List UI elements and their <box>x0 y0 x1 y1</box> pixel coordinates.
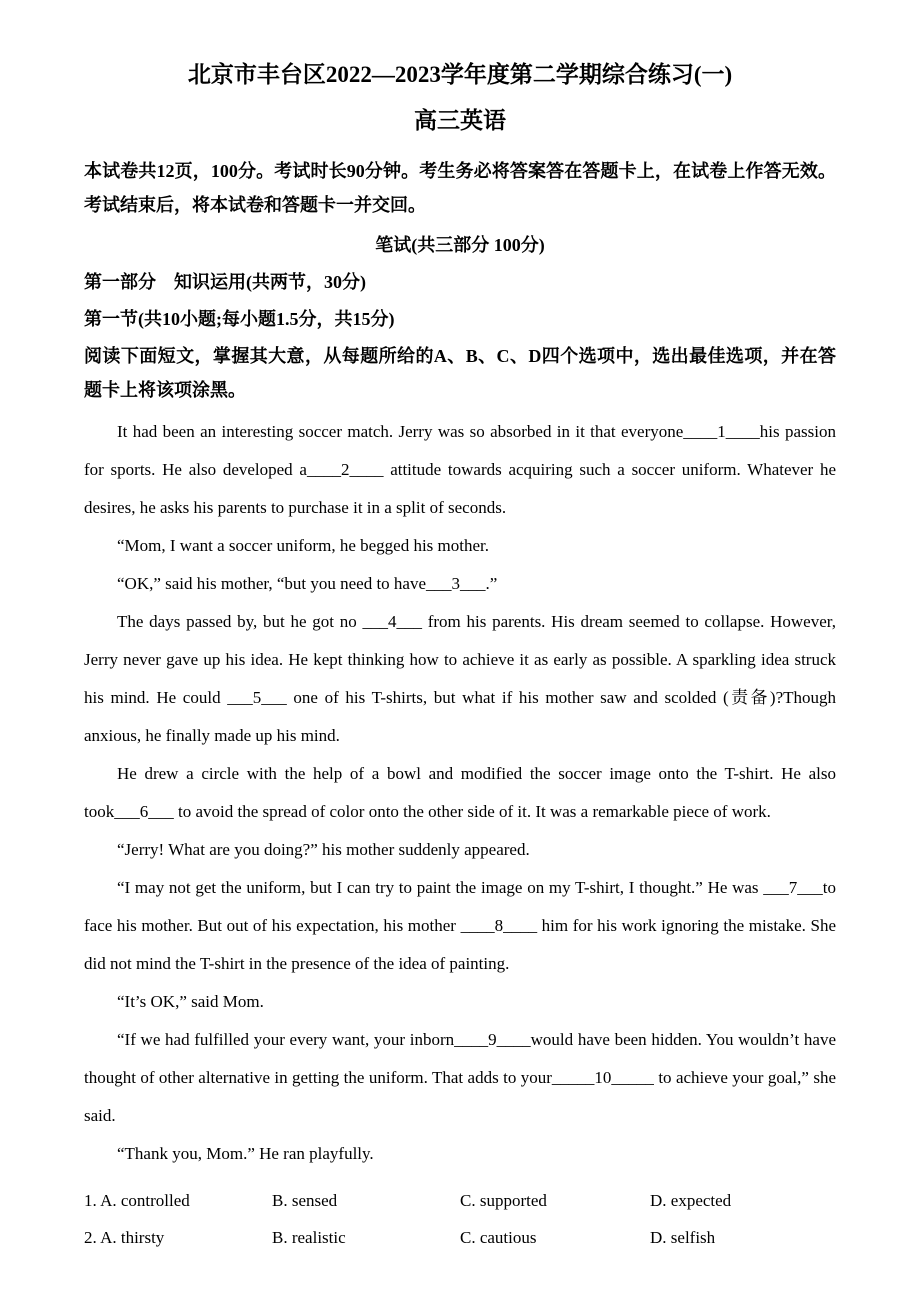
passage-paragraph: The days passed by, but he got no ___4___ from his parents. His dream seemed to collapse. However, Jerry never gave up his idea. He kept thinking how to achieve it as early as possible. A sparkling idea struck his mind. He could ___5___ one of his T-shirts, but what if his mother saw and scolded (责备)?Though anxious, he finally made up his mind. <box>84 612 836 745</box>
question-1-option-c: C. supported <box>460 1191 547 1210</box>
question-row <box>84 1219 836 1256</box>
question-row <box>84 1182 836 1219</box>
option-a: A. controlled <box>100 1191 190 1210</box>
paper-title: 北京市丰台区2022—2023学年度第二学期综合练习(一) <box>187 62 733 87</box>
cloze-instructions: 阅读下面短文，掌握其大意，从每题所给的A、B、C、D四个选项中，选出最佳选项，并在答题卡上将该项涂黑。 <box>84 346 836 400</box>
question-2-option-b: B. realistic <box>272 1228 346 1247</box>
question-1-option-a <box>84 1182 272 1219</box>
written-test-header: 笔试(共三部分 100分) <box>375 235 545 255</box>
passage-paragraph: “Jerry! What are you doing?” his mother suddenly appeared. <box>117 840 530 859</box>
question-1-option-b: B. sensed <box>272 1191 338 1210</box>
passage-paragraph: “Mom, I want a soccer uniform, he begged his mother. <box>117 536 490 555</box>
section1-header: 第一节(共10小题;每小题1.5分，共15分) <box>84 309 395 329</box>
exam-notice: 本试卷共12页，100分。考试时长90分钟。考生务必将答案答在答题卡上，在试卷上作答无效。考试结束后，将本试卷和答题卡一并交回。 <box>84 161 836 215</box>
option-a: A. thirsty <box>100 1228 165 1247</box>
passage-paragraph: “I may not get the uniform, but I can try to paint the image on my T-shirt, I thought.” He was ___7___to face his mother. But out of his expectation, his mother ____8____ him for his work ignoring the mistake. She did not mind the T-shirt in the presence of the idea of painting. <box>84 878 836 973</box>
cloze-passage <box>84 413 836 1173</box>
question-2-option-d: D. selfish <box>650 1228 716 1247</box>
part1-header: 第一部分 知识运用(共两节，30分) <box>84 272 366 292</box>
passage-paragraph: “If we had fulfilled your every want, your inborn____9____would have been hidden. You wouldn’t have thought of other alternative in getting the uniform. That adds to your_____10_____ to achieve your goal,” she said. <box>84 1030 836 1125</box>
passage-paragraph: “OK,” said his mother, “but you need to have___3___.” <box>117 574 498 593</box>
question-number: 2. <box>84 1228 97 1247</box>
paper-subtitle: 高三英语 <box>414 108 506 133</box>
passage-paragraph: It had been an interesting soccer match. Jerry was so absorbed in it that everyone____1____his passion for sports. He also developed a____2____ attitude towards acquiring such a soccer uniform. Whatever he desires, he asks his parents to purchase it in a split of seconds. <box>84 422 836 517</box>
passage-paragraph: “Thank you, Mom.” He ran playfully. <box>117 1144 374 1163</box>
question-2-option-c: C. cautious <box>460 1228 537 1247</box>
question-1-option-d: D. expected <box>650 1191 732 1210</box>
passage-paragraph: “It’s OK,” said Mom. <box>117 992 264 1011</box>
question-number: 1. <box>84 1191 97 1210</box>
question-2-option-a <box>84 1219 272 1256</box>
passage-paragraph: He drew a circle with the help of a bowl and modified the soccer image onto the T-shirt. He also took___6___ to avoid the spread of color onto the other side of it. It was a remarkable piece of work. <box>84 764 836 821</box>
question-options <box>84 1182 836 1256</box>
